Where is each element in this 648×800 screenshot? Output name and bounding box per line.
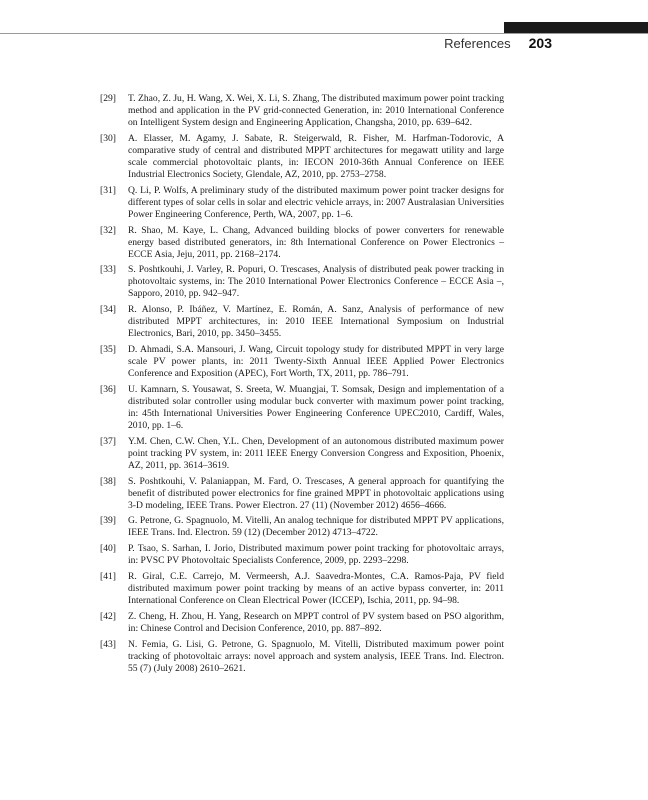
header-rule <box>0 33 648 34</box>
reference-number: [40] <box>100 543 116 555</box>
reference-text: D. Ahmadi, S.A. Mansouri, J. Wang, Circuit topology study for distributed MPPT in very large scale PV power plants, in: 2011 Twenty-Sixth Annual IEEE Applied Power Electronics Conference and Exposition (APEC), Fort Worth, TX, 2011, pp. 786–791. <box>128 344 504 380</box>
running-head <box>444 35 552 51</box>
reference-item <box>100 344 504 380</box>
reference-text: T. Zhao, Z. Ju, H. Wang, X. Wei, X. Li, S. Zhang, The distributed maximum power point tracking method and application in the PV grid-connected Generation, in: 2010 International Conference on Intelligent System design and Engineering Application, Changsha, 2010, pp. 639–642. <box>128 93 504 129</box>
reference-number: [36] <box>100 383 116 395</box>
reference-number: [29] <box>100 93 116 104</box>
reference-text: Z. Cheng, H. Zhou, H. Yang, Research on MPPT control of PV system based on PSO algorithm, in: Chinese Control and Decision Conference, 2010, pp. 887–892. <box>128 610 504 634</box>
reference-item <box>100 436 504 472</box>
reference-text: S. Poshtkouhi, J. Varley, R. Popuri, O. Trescases, Analysis of distributed peak power tracking in photovoltaic systems, in: The 2010 International Power Electronics Conference – ECCE Asia –, Sapporo, 2010, pp. 942–947. <box>128 264 504 300</box>
reference-number: [32] <box>100 224 116 236</box>
reference-text: P. Tsao, S. Sarhan, I. Jorio, Distributed maximum power point tracking for photovoltaic arrays, in: PVSC PV Photovoltaic Specialists Conference, 2009, pp. 2293–2298. <box>128 543 504 567</box>
reference-text: Y.M. Chen, C.W. Chen, Y.L. Chen, Development of an autonomous distributed maximum power point tracking PV system, in: 2011 IEEE Energy Conversion Congress and Exposition, Phoenix, AZ, 2011, pp. 3614–3619. <box>128 435 504 471</box>
page-number: 203 <box>528 35 552 51</box>
reference-text: A. Elasser, M. Agamy, J. Sabate, R. Steigerwald, R. Fisher, M. Harfman-Todorovic, A comparative study of central and distributed MPPT architectures for megawatt utility and large scale commercial photovoltaic plants, in: IECON 2010-36th Annual Conference on IEEE Industrial Electronics Society, Glendale, AZ, 2010, pp. 2753–2758. <box>128 132 504 180</box>
section-title: References <box>444 36 511 51</box>
reference-item <box>100 543 504 567</box>
reference-text: S. Poshtkouhi, V. Palaniappan, M. Fard, O. Trescases, A general approach for quantifying the benefit of distributed power electronics for fine grained MPPT in photovoltaic applications using 3-D modeling, IEEE Trans. Power Electron. 27 (11) (November 2012) 4656–4666. <box>128 475 504 511</box>
reference-number: [41] <box>100 570 116 582</box>
reference-text: N. Femia, G. Lisi, G. Petrone, G. Spagnuolo, M. Vitelli, Distributed maximum power point tracking of photovoltaic arrays: novel approach and system analysis, IEEE Trans. Ind. Electron. 55 (7) (July 2008) 2610–2621. <box>128 638 504 674</box>
reference-number: [30] <box>100 132 116 144</box>
reference-list <box>100 93 504 678</box>
reference-item <box>100 93 504 129</box>
reference-number: [33] <box>100 264 116 276</box>
reference-text: R. Giral, C.E. Carrejo, M. Vermeersh, A.J. Saavedra-Montes, C.A. Ramos-Paja, PV field distributed maximum power point tracking by means of an active bypass converter, in: 2011 International Conference on Clean Electrical Power (ICCEP), Ischia, 2011, pp. 94–98. <box>128 570 504 607</box>
reference-number: [39] <box>100 515 116 527</box>
reference-text: Q. Li, P. Wolfs, A preliminary study of the distributed maximum power point tracker designs for different types of solar cells in solar and electric vehicle arrays, in: 2007 Australasian Universities Power Engineering Conference, Perth, WA, 2007, pp. 1–6. <box>128 184 504 220</box>
reference-number: [31] <box>100 184 116 196</box>
reference-number: [42] <box>100 610 116 622</box>
reference-text: G. Petrone, G. Spagnuolo, M. Vitelli, An analog technique for distributed MPPT PV applications, IEEE Trans. Ind. Electron. 59 (12) (December 2012) 4713–4722. <box>128 515 504 539</box>
reference-number: [35] <box>100 344 116 356</box>
reference-item <box>100 571 504 607</box>
reference-item <box>100 133 504 181</box>
reference-number: [38] <box>100 475 116 487</box>
reference-text: R. Shao, M. Kaye, L. Chang, Advanced building blocks of power converters for renewable energy based distributed generators, in: 8th International Conference on Power Electronics – ECCE Asia, Jeju, 2011, pp. 2168–2174. <box>128 224 504 260</box>
reference-item <box>100 515 504 539</box>
reference-number: [37] <box>100 435 116 447</box>
reference-item <box>100 304 504 340</box>
reference-text: U. Kamnarn, S. Yousawat, S. Sreeta, W. Muangjai, T. Somsak, Design and implementation of a distributed solar controller using modular buck converter with maximum power point tracking, in: 45th International Universities Power Engineering Conference UPEC2010, Cardiff, Wales, 2010, pp. 1–6. <box>128 383 504 431</box>
header-accent-bar <box>504 22 648 33</box>
reference-item <box>100 185 504 221</box>
reference-item <box>100 476 504 512</box>
reference-item <box>100 611 504 635</box>
reference-number: [34] <box>100 304 116 316</box>
reference-text: R. Alonso, P. Ibáñez, V. Martínez, E. Román, A. Sanz, Analysis of performance of new distributed MPPT architectures, in: 2010 IEEE International Symposium on Industrial Electronics, Bari, 2010, pp. 3450–3455. <box>128 304 504 340</box>
reference-item <box>100 639 504 675</box>
reference-item <box>100 264 504 300</box>
reference-number: [43] <box>100 638 116 650</box>
reference-item <box>100 225 504 261</box>
reference-item <box>100 384 504 432</box>
